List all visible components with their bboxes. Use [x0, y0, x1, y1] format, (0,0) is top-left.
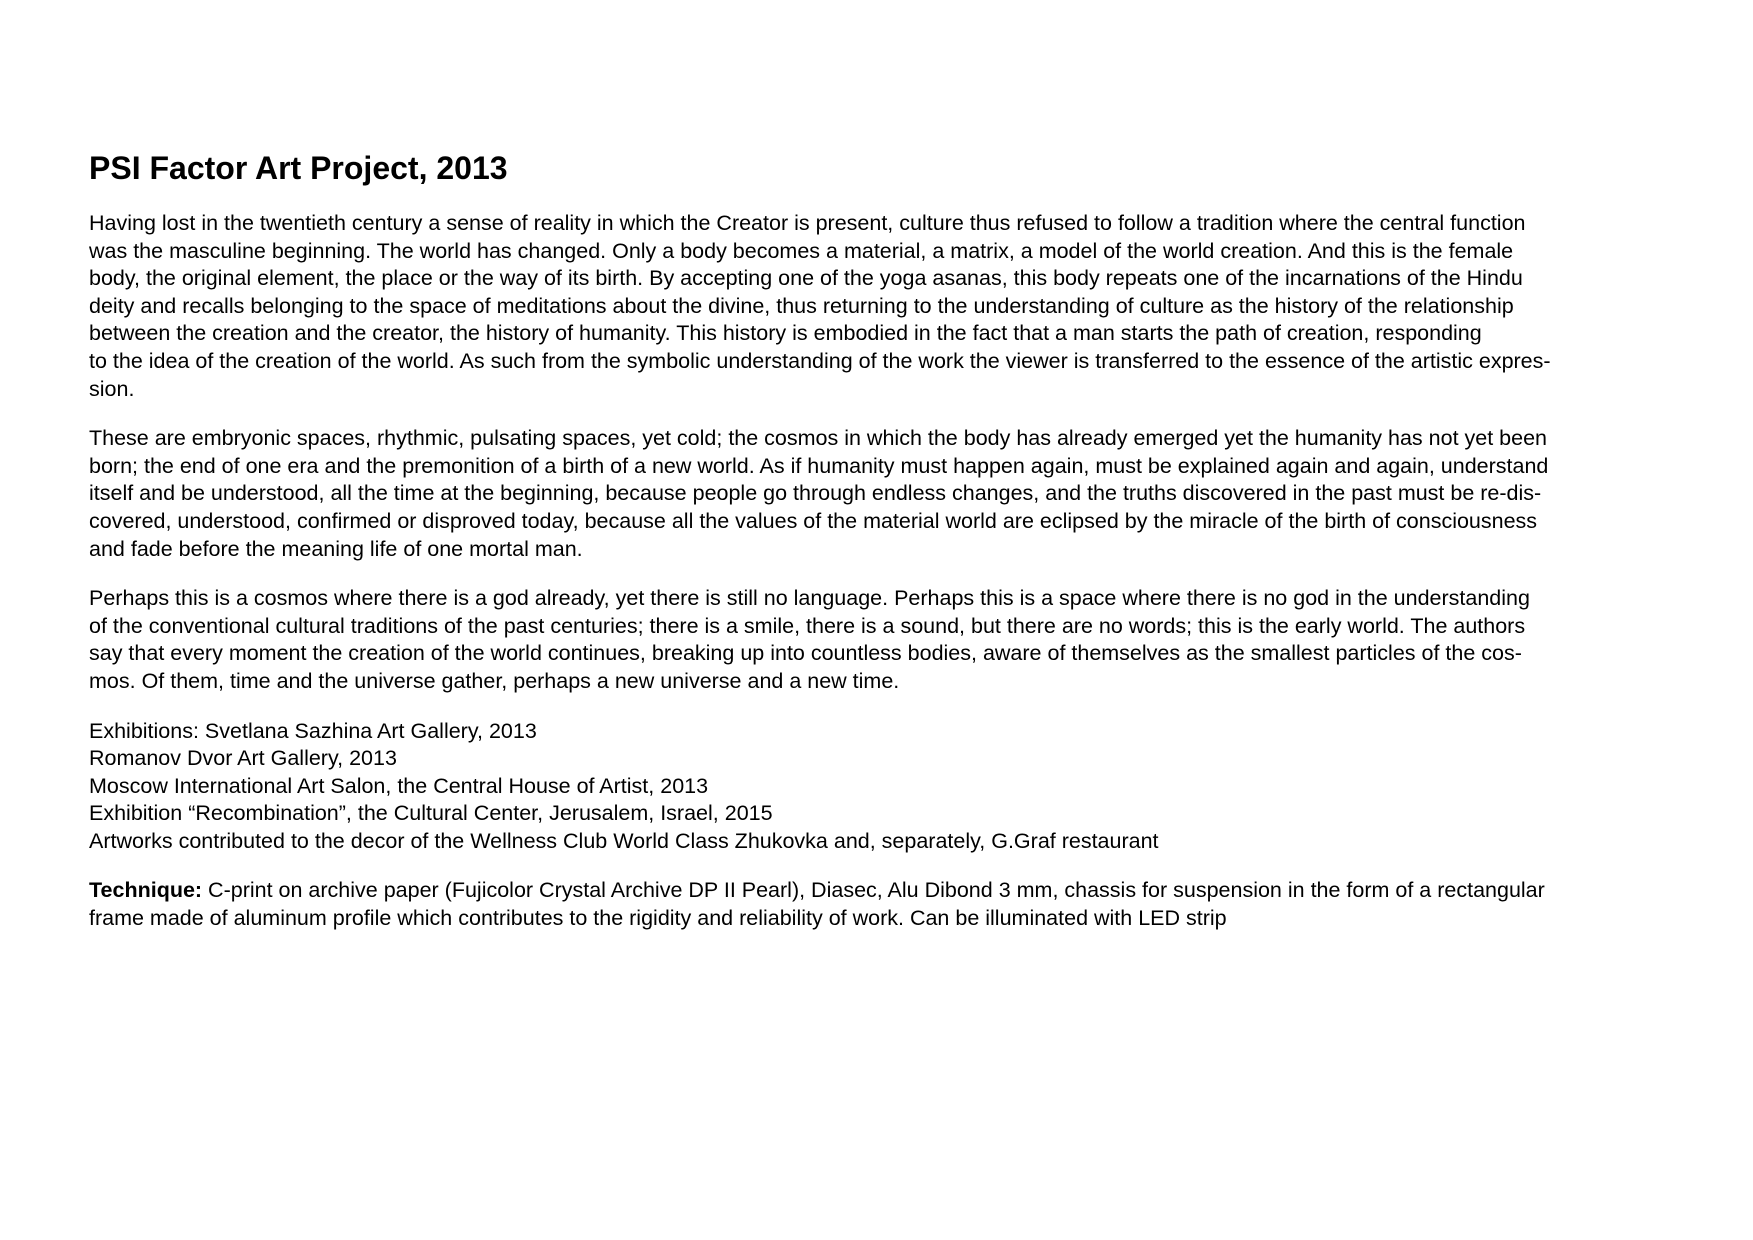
document-page	[89, 148, 1673, 955]
text-line: covered, understood, confirmed or disproved today, because all the values of the material world are eclipsed by the miracle of the birth of consciousness	[89, 508, 1538, 533]
exhibition-item: Romanov Dvor Art Gallery, 2013	[89, 746, 397, 771]
exhibition-item: Moscow International Art Salon, the Central House of Artist, 2013	[89, 773, 709, 798]
text-line: mos. Of them, time and the universe gather, perhaps a new universe and a new time.	[89, 668, 900, 693]
technique-paragraph	[89, 877, 1673, 932]
paragraph-embryonic-spaces	[89, 425, 1673, 563]
exhibition-item: Exhibition “Recombination”, the Cultural Center, Jerusalem, Israel, 2015	[89, 801, 773, 826]
text-line: born; the end of one era and the premonition of a birth of a new world. As if humanity must happen again, must be explained again and again, understand	[89, 453, 1549, 478]
paragraph-cosmos	[89, 585, 1673, 695]
text-line: frame made of aluminum profile which contributes to the rigidity and reliability of work. Can be illuminated with LED strip	[89, 906, 1227, 931]
text-line: was the masculine beginning. The world has changed. Only a body becomes a material, a matrix, a model of the world creation. And this is the female	[89, 238, 1514, 263]
exhibitions-list	[89, 718, 1673, 856]
document-title: PSI Factor Art Project, 2013	[89, 150, 508, 186]
text-line: say that every moment the creation of the world continues, breaking up into countless bodies, aware of themselves as the smallest particles of the cos-	[89, 641, 1522, 666]
text-line: Having lost in the twentieth century a sense of reality in which the Creator is present, culture thus refused to follow a tradition where the central function	[89, 211, 1526, 235]
text-line: itself and be understood, all the time at the beginning, because people go through endless changes, and the truths discovered in the past must be re-dis-	[89, 481, 1542, 506]
text-line: These are embryonic spaces, rhythmic, pulsating spaces, yet cold; the cosmos in which the body has already emerged yet the humanity has not yet been	[89, 426, 1548, 451]
technique-text: C-print on archive paper (Fujicolor Crystal Archive DP II Pearl), Diasec, Alu Dibond 3 mm, chassis for suspension in the form of a rectangular	[202, 878, 1545, 903]
text-line: to the idea of the creation of the world. As such from the symbolic understanding of the work the viewer is transferred to the essence of the artistic expres-	[89, 348, 1551, 373]
text-line: and fade before the meaning life of one mortal man.	[89, 536, 583, 561]
exhibition-item: Exhibitions: Svetlana Sazhina Art Gallery, 2013	[89, 718, 537, 743]
text-line: body, the original element, the place or the way of its birth. By accepting one of the yoga asanas, this body repeats one of the incarnations of the Hindu	[89, 266, 1523, 291]
text-line: Perhaps this is a cosmos where there is a god already, yet there is still no language. Perhaps this is a space where there is no god in the understanding	[89, 586, 1530, 611]
text-line: deity and recalls belonging to the space of meditations about the divine, thus returning to the understanding of culture as the history of the relationship	[89, 293, 1514, 318]
text-line: sion.	[89, 376, 135, 401]
text-line: between the creation and the creator, the history of humanity. This history is embodied in the fact that a man starts the path of creation, responding	[89, 321, 1482, 346]
exhibition-item: Artworks contributed to the decor of the Wellness Club World Class Zhukovka and, separately, G.Graf restaurant	[89, 828, 1159, 853]
text-line: of the conventional cultural traditions of the past centuries; there is a smile, there is a sound, but there are no words; this is the early world. The authors	[89, 613, 1526, 638]
paragraph-intro	[89, 210, 1673, 403]
technique-label: Technique:	[89, 878, 203, 903]
text-line	[89, 877, 1673, 905]
